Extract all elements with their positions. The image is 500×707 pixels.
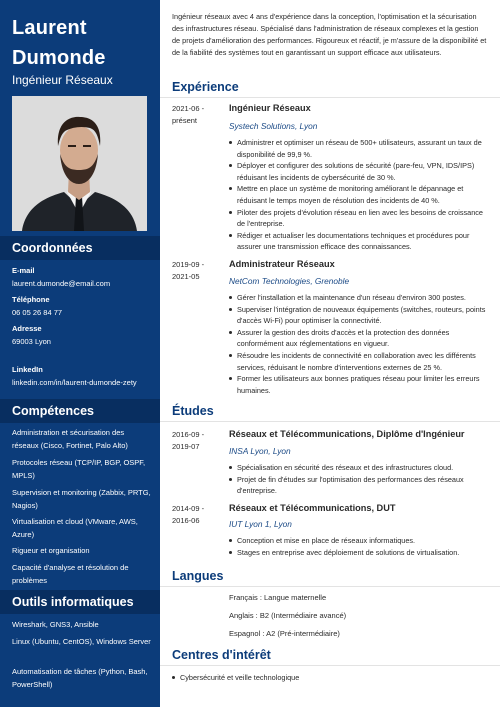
bullet-item: Spécialisation en sécurité des réseaux et des infrastructures cloud.	[229, 462, 491, 474]
education-bullets	[229, 535, 491, 558]
experience-company: Systech Solutions, Lyon	[229, 121, 318, 131]
address-value: 69003 Lyon	[12, 337, 51, 346]
bullet-item: Mettre en place un système de monitoring améliorant le dépannage et réduisant le temps moyen de résolution des incidents de 40 %.	[229, 183, 491, 206]
education-title: Réseaux et Télécommunications, DUT	[229, 503, 396, 513]
interests-list	[172, 672, 434, 684]
address-label: Adresse	[12, 324, 42, 333]
education-heading: Études	[172, 404, 214, 418]
section-divider	[160, 586, 500, 587]
bullet-item: Former les utilisateurs aux bonnes pratiques réseau pour limiter les erreurs humaines.	[229, 373, 491, 396]
bullet-item: Conception et mise en place de réseaux informatiques.	[229, 535, 491, 547]
skill-item: Capacité d'analyse et résolution de problèmes	[12, 563, 129, 585]
linkedin-label: LinkedIn	[12, 365, 43, 374]
bullet-item: Déployer et configurer des solutions de sécurité (pare-feu, VPN, IDS/IPS) réduisant les incidents de cybersécurité de 30 %.	[229, 160, 491, 183]
education-dates: 2016-09 - 2019-07	[172, 430, 205, 451]
language-item: Français : Langue maternelle	[229, 593, 327, 602]
sidebar	[0, 0, 160, 707]
bullet-item: Assurer la gestion des droits d'accès et la protection des données conformément aux réglementations en vigueur.	[229, 327, 491, 350]
section-divider	[160, 97, 500, 98]
profile-summary: Ingénieur réseaux avec 4 ans d'expérience dans la conception, l'optimisation et la sécurisation des infrastructures réseau. Spécialisé dans l'administration de réseaux complexes et la gestion de projets d'amélioration des performances. Rigoureux et réactif, je m'assure de la disponibilité et de la fiabilité des systèmes tout en garantissant un support efficace aux utilisateurs.	[172, 12, 487, 57]
experience-company: NetCom Technologies, Grenoble	[229, 276, 350, 286]
phone-label: Téléphone	[12, 295, 50, 304]
skill-item: Virtualisation et cloud (VMware, AWS, Azure)	[12, 517, 138, 539]
bullet-item: Piloter des projets d'évolution réseau en lien avec les besoins de croissance de l'entreprise.	[229, 207, 491, 230]
candidate-name	[12, 13, 106, 73]
email-value: laurent.dumonde@email.com	[12, 279, 111, 288]
bullet-item: Superviser l'intégration de nouveaux équipements (switches, routeurs, points d'accès Wi-Fi) pour optimiser la connectivité.	[229, 304, 491, 327]
education-title: Réseaux et Télécommunications, Diplôme d'Ingénieur	[229, 429, 465, 439]
contact-heading: Coordonnées	[0, 236, 160, 260]
experience-title: Administrateur Réseaux	[229, 259, 335, 269]
section-divider	[160, 665, 500, 666]
bullet-item: Administrer et optimiser un réseau de 500+ utilisateurs, assurant un taux de disponibilité de 99,9 %.	[229, 137, 491, 160]
tools-heading: Outils informatiques	[0, 590, 160, 614]
experience-title: Ingénieur Réseaux	[229, 103, 311, 113]
interest-item: Cybersécurité et veille technologique	[172, 672, 434, 684]
language-item: Anglais : B2 (Intermédiaire avancé)	[229, 611, 347, 620]
education-bullets	[229, 462, 491, 497]
last-name: Dumonde	[12, 47, 106, 69]
education-school: INSA Lyon, Lyon	[229, 446, 291, 456]
bullet-item: Résoudre les incidents de connectivité en collaboration avec les différents services, réduisant le nombre d'interventions externes de 25 %.	[229, 350, 491, 373]
section-divider	[160, 421, 500, 422]
bullet-item: Gérer l'installation et la maintenance d'un réseau d'environ 300 postes.	[229, 292, 491, 304]
skill-item: Protocoles réseau (TCP/IP, BGP, OSPF, MPLS)	[12, 458, 146, 480]
experience-dates: 2019-09 - 2021-05	[172, 260, 205, 281]
bullet-item: Rédiger et actualiser les documentations techniques et procédures pour assurer une transmission efficace des connaissances.	[229, 230, 491, 253]
phone-value: 06 05 26 84 77	[12, 308, 63, 317]
tool-item: Linux (Ubuntu, CentOS), Windows Server	[12, 637, 151, 646]
experience-dates: 2021-06 - présent	[172, 104, 205, 125]
skill-item: Administration et sécurisation des réseaux (Cisco, Fortinet, Palo Alto)	[12, 428, 128, 450]
tool-item: Automatisation de tâches (Python, Bash, PowerShell)	[12, 667, 148, 689]
skill-item: Supervision et monitoring (Zabbix, PRTG, Nagios)	[12, 488, 151, 510]
education-dates: 2014-09 - 2016-06	[172, 504, 205, 525]
skill-item: Rigueur et organisation	[12, 546, 90, 555]
languages-heading: Langues	[172, 569, 224, 583]
linkedin-value: linkedin.com/in/laurent-dumonde-zety	[12, 378, 137, 387]
education-school: IUT Lyon 1, Lyon	[229, 519, 292, 529]
experience-heading: Expérience	[172, 80, 239, 94]
job-title: Ingénieur Réseaux	[12, 73, 113, 87]
portrait-illustration	[12, 96, 147, 231]
tool-item: Wireshark, GNS3, Ansible	[12, 620, 99, 629]
experience-bullets	[229, 137, 491, 253]
first-name: Laurent	[12, 17, 87, 39]
bullet-item: Projet de fin d'études sur l'optimisation des performances des réseaux d'entreprise.	[229, 474, 491, 497]
language-item: Espagnol : A2 (Pré-intermédiaire)	[229, 629, 340, 638]
skills-heading: Compétences	[0, 399, 160, 423]
interests-heading: Centres d'intérêt	[172, 648, 271, 662]
email-label: E-mail	[12, 266, 35, 275]
experience-bullets	[229, 292, 491, 396]
bullet-item: Stages en entreprise avec déploiement de solutions de virtualisation.	[229, 547, 491, 559]
profile-photo	[12, 96, 147, 231]
